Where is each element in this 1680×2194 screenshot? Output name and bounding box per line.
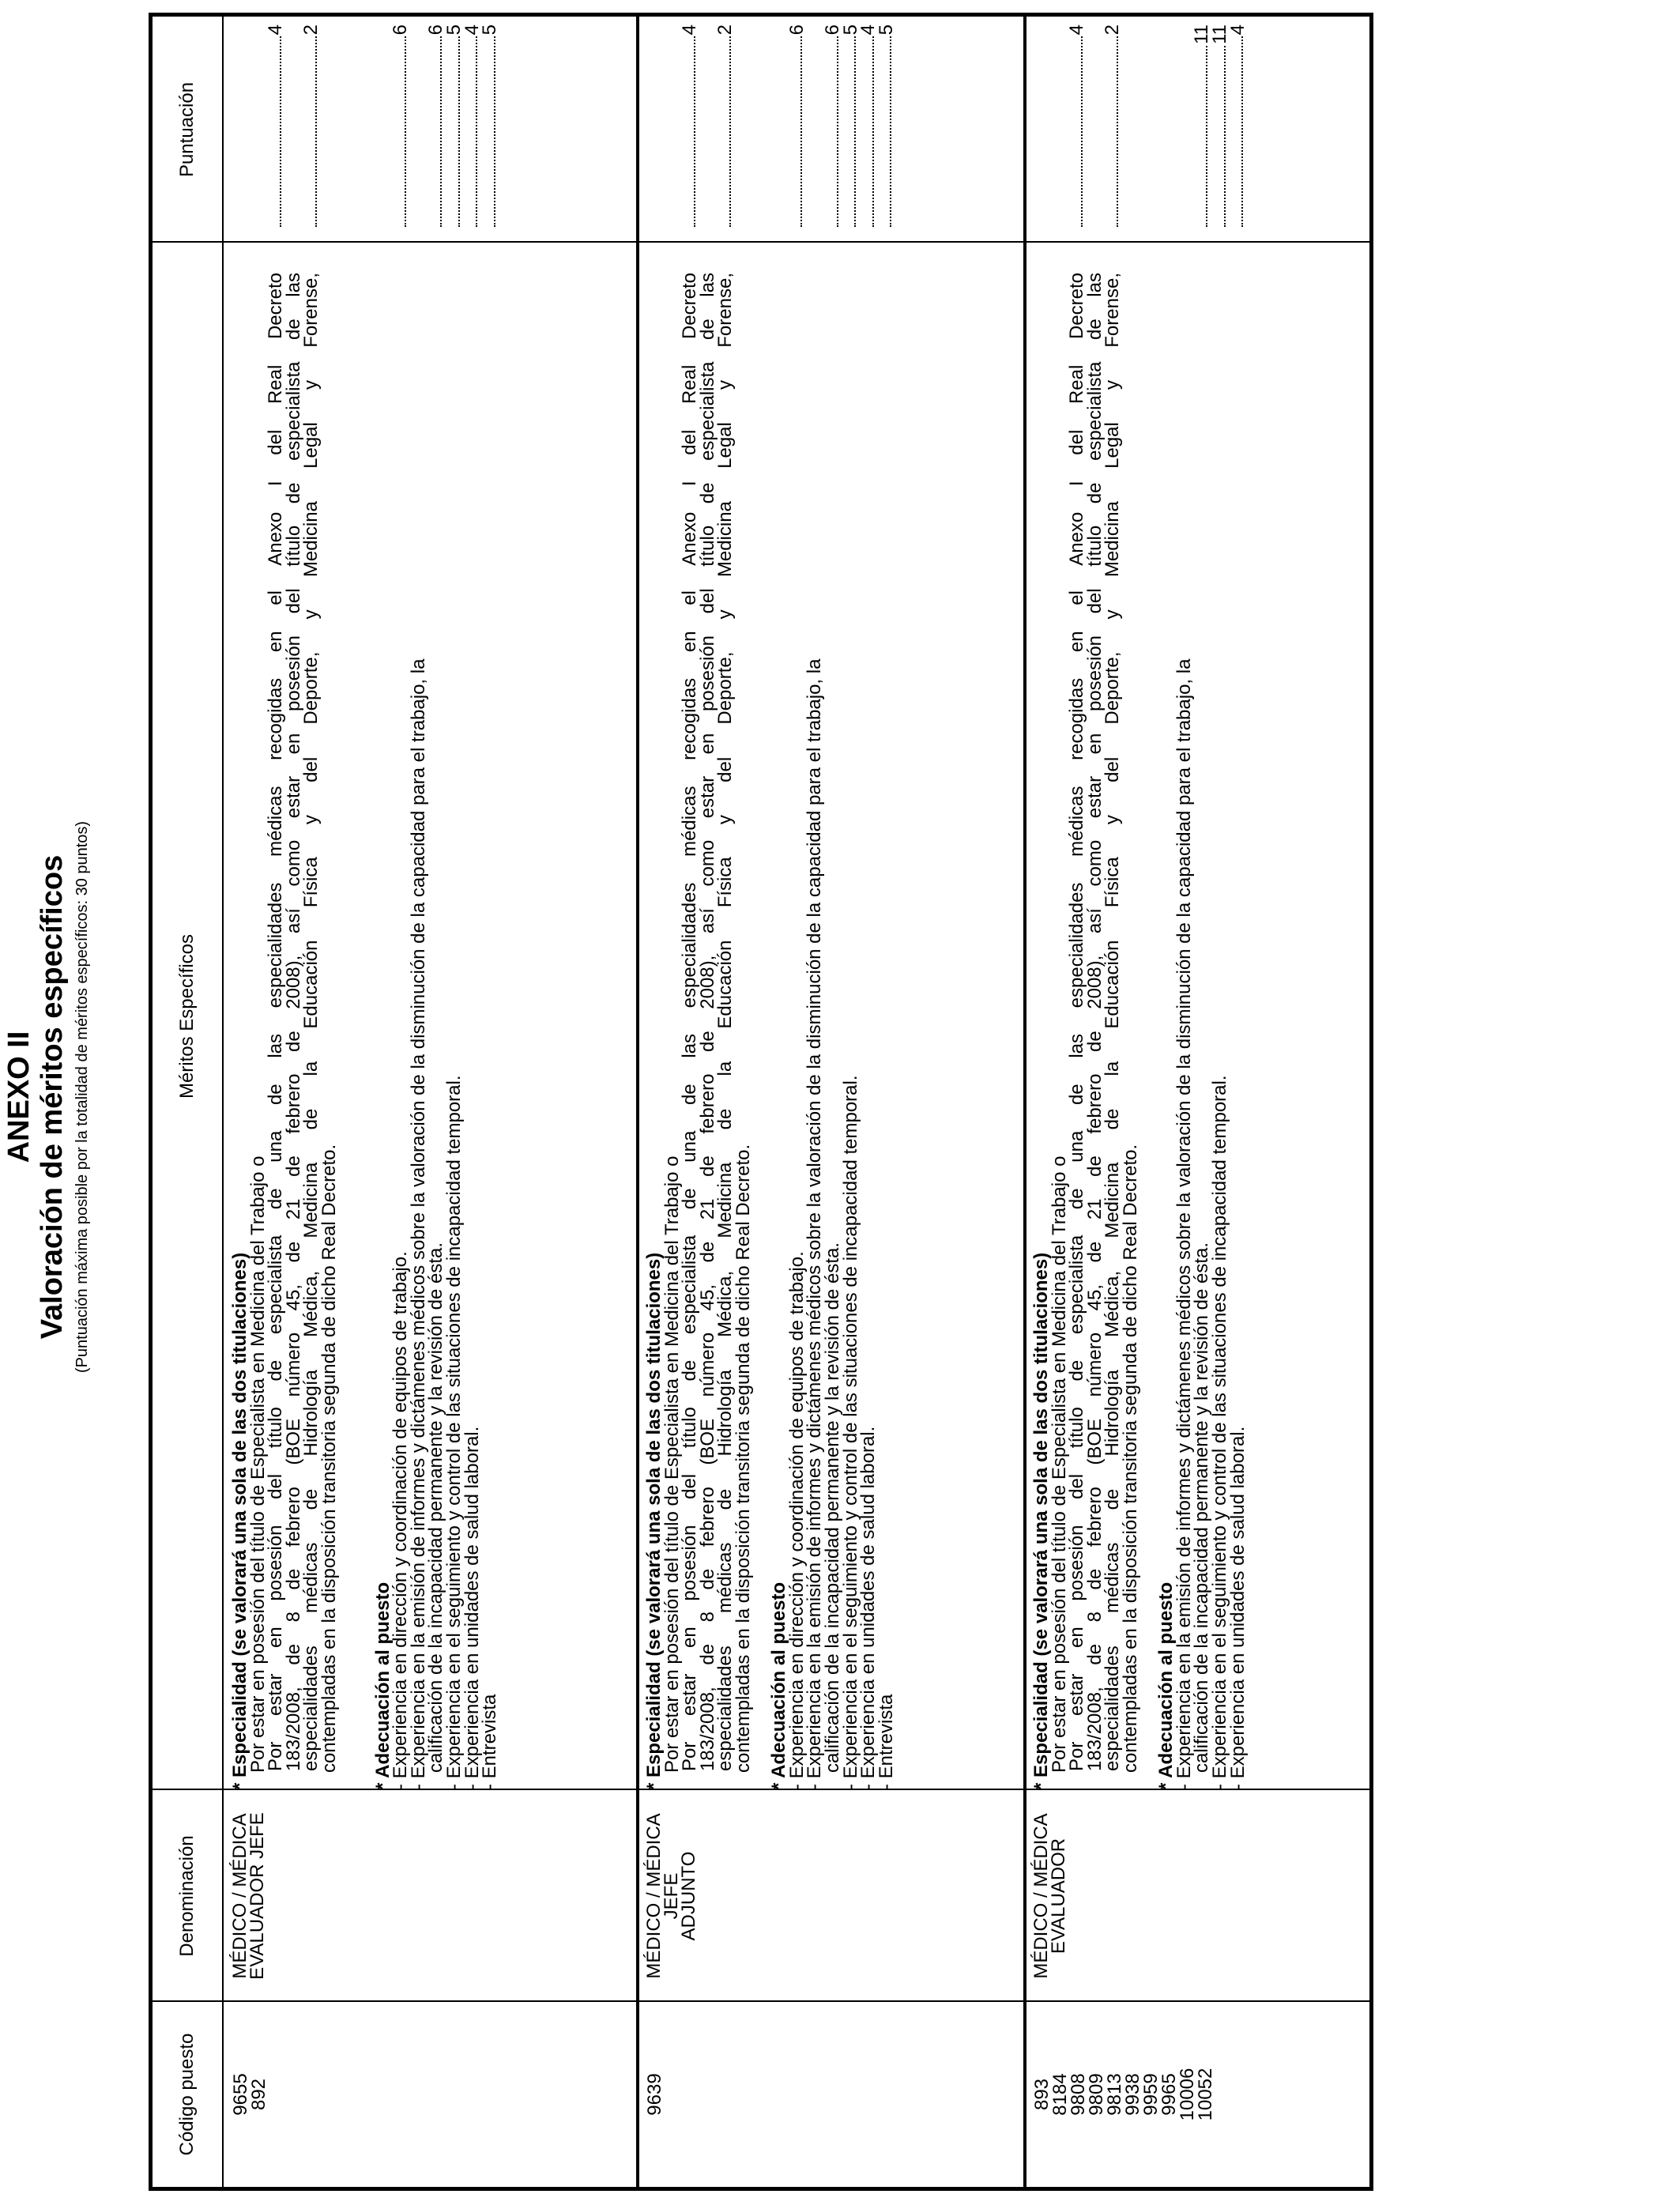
dot-leader bbox=[493, 36, 495, 227]
adecuacion-heading: * Adecuación al puesto bbox=[768, 1581, 790, 1790]
dot-leader bbox=[475, 36, 477, 227]
blank-line bbox=[339, 17, 375, 243]
position-code: 9813 bbox=[1104, 2073, 1125, 2116]
points-spacer bbox=[1158, 17, 1176, 243]
especialidad-heading: * Especialidad (se valorará una sola de las dos titulaciones) bbox=[643, 1252, 665, 1790]
blank-line bbox=[753, 243, 771, 1790]
header-meritos: Méritos Específicos bbox=[176, 933, 198, 1099]
points-spacer bbox=[806, 17, 824, 243]
merit-item: - Experiencia en el seguimiento y control de las situaciones de incapacidad temporal. bbox=[1208, 1075, 1230, 1790]
points-line bbox=[857, 17, 880, 243]
dot-leader bbox=[439, 36, 442, 227]
points-spacer bbox=[753, 17, 771, 243]
points-spacer bbox=[1176, 17, 1194, 243]
points-value: 11 bbox=[1208, 25, 1230, 44]
denominacion-line: MÉDICO / MÉDICA bbox=[229, 1813, 250, 1979]
points-line bbox=[392, 17, 410, 243]
points-line bbox=[1193, 17, 1211, 243]
cell-codigo bbox=[639, 2002, 1023, 2187]
merit-line: Por estar en posesión del título de Especialista en Medicina del Trabajo o bbox=[247, 1155, 269, 1773]
header-codigo: Código puesto bbox=[176, 2033, 198, 2156]
points-value: 6 bbox=[425, 25, 447, 36]
points-spacer bbox=[410, 17, 428, 243]
merit-item: - Entrevista bbox=[479, 1694, 501, 1790]
dot-leader bbox=[693, 36, 695, 227]
points-spacer bbox=[1087, 17, 1105, 243]
points-value: 4 bbox=[461, 25, 483, 36]
merit-line: Por estar en posesión del título de especialista de una de las especialidades médicas recogidas en el Anexo I del Real Decreto bbox=[679, 273, 701, 1771]
merit-item: - Experiencia en el seguimiento y control de las situaciones de incapacidad temporal. bbox=[839, 1075, 861, 1790]
points-line bbox=[300, 17, 322, 243]
merit-item: - Experiencia en el seguimiento y control de las situaciones de incapacidad temporal. bbox=[443, 1075, 465, 1790]
merit-line: contempladas en la disposición transitoria segunda de dicho Real Decreto. bbox=[1119, 1144, 1141, 1773]
merit-line: especialidades médicas de Hidrología Médica, Medicina de la Educación Física y del Deporte, y Medicina Legal y Forense, bbox=[1102, 273, 1124, 1771]
cell-meritos bbox=[639, 243, 1023, 1790]
denominacion-line: MÉDICO / MÉDICA bbox=[1030, 1813, 1052, 1979]
points-value: 2 bbox=[1102, 25, 1124, 36]
points-line bbox=[785, 17, 808, 243]
points-spacer bbox=[699, 17, 718, 243]
annex-note: (Puntuación máxima posible por la totalidad de méritos específicos: 30 puntos) bbox=[73, 820, 91, 1374]
position-code: 9965 bbox=[1158, 2073, 1180, 2116]
merit-line: 183/2008, de 8 de febrero (BOE número 45, de 21 de febrero de 2008), así como estar en posesión del título de especialista de las bbox=[1083, 273, 1106, 1771]
points-line bbox=[481, 17, 499, 243]
cell-puntuacion bbox=[225, 17, 636, 243]
points-value: 2 bbox=[300, 25, 322, 36]
dot-leader bbox=[315, 36, 317, 227]
merit-item: - Experiencia en unidades de salud laboral. bbox=[857, 1426, 880, 1790]
dot-leader bbox=[1241, 36, 1243, 227]
points-value: 5 bbox=[479, 25, 501, 36]
annex-title: ANEXO II bbox=[2, 1031, 36, 1163]
merit-item: - Experiencia en dirección y coordinación de equipos de trabajo. bbox=[390, 1251, 412, 1790]
header-puntuacion: Puntuación bbox=[176, 81, 198, 178]
points-line bbox=[681, 17, 699, 243]
position-code: 9809 bbox=[1086, 2073, 1107, 2116]
points-spacer bbox=[1140, 17, 1158, 243]
dot-leader bbox=[889, 36, 891, 227]
dot-leader bbox=[1205, 46, 1207, 227]
merit-item: - Experiencia en unidades de salud laboral. bbox=[461, 1426, 483, 1790]
dot-leader bbox=[404, 36, 406, 227]
denominacion-line: EVALUADOR JEFE bbox=[247, 1812, 268, 1980]
position-code: 9959 bbox=[1140, 2073, 1162, 2116]
points-line bbox=[821, 17, 843, 243]
merit-item: - Experiencia en la emisión de informes y dictámenes médicos sobre la valoración de la disminución de la capacidad para el trabajo, la bbox=[1173, 658, 1195, 1790]
merits-table bbox=[149, 13, 1373, 2191]
cell-codigo bbox=[225, 2002, 636, 2187]
points-value: 11 bbox=[1191, 25, 1213, 44]
points-spacer bbox=[285, 17, 303, 243]
points-value: 5 bbox=[443, 25, 465, 36]
cell-meritos bbox=[225, 243, 636, 1790]
points-value: 4 bbox=[265, 25, 287, 36]
points-spacer bbox=[321, 17, 339, 243]
annex-subtitle: Valoración de méritos específicos bbox=[36, 854, 69, 1340]
merit-item: - Experiencia en dirección y coordinación de equipos de trabajo. bbox=[785, 1251, 808, 1790]
position-code: 892 bbox=[248, 2078, 269, 2111]
merit-line: Por estar en posesión del título de especialista de una de las especialidades médicas recogidas en el Anexo I del Real Decreto bbox=[1066, 273, 1088, 1771]
points-line bbox=[839, 17, 861, 243]
especialidad-heading: * Especialidad (se valorará una sola de las dos titulaciones) bbox=[229, 1252, 250, 1790]
table-row bbox=[225, 17, 636, 2187]
points-spacer bbox=[375, 17, 393, 243]
dot-leader bbox=[872, 36, 874, 227]
merit-line: Por estar en posesión del título de especialista de una de las especialidades médicas recogidas en el Anexo I del Real Decreto bbox=[265, 273, 287, 1771]
cell-codigo bbox=[1026, 2002, 1374, 2187]
dot-leader bbox=[853, 36, 856, 227]
points-value: 6 bbox=[390, 25, 412, 36]
adecuacion-heading: * Adecuación al puesto bbox=[1155, 1581, 1177, 1790]
merit-item-cont: calificación de la incapacidad permanente y la revisión de ésta. bbox=[821, 1242, 843, 1773]
table-row bbox=[639, 17, 1023, 2187]
points-line bbox=[875, 17, 897, 243]
points-line bbox=[461, 17, 483, 243]
denominacion-line: EVALUADOR bbox=[1048, 1838, 1069, 1955]
merit-item: - Experiencia en unidades de salud laboral. bbox=[1226, 1426, 1249, 1790]
points-spacer bbox=[770, 17, 789, 243]
cell-denominacion bbox=[1026, 1790, 1374, 2002]
points-value: 4 bbox=[1066, 25, 1088, 36]
points-value: 4 bbox=[679, 25, 701, 36]
position-code: 10052 bbox=[1195, 2068, 1216, 2121]
merit-line: 183/2008, de 8 de febrero (BOE número 45, de 21 de febrero de 2008), así como estar en posesión del título de especialista de las bbox=[282, 273, 304, 1771]
dot-leader bbox=[1223, 46, 1226, 227]
position-code: 10006 bbox=[1177, 2068, 1198, 2121]
merit-item: - Experiencia en la emisión de informes y dictámenes médicos sobre la valoración de la disminución de la capacidad para el trabajo, la bbox=[804, 658, 826, 1790]
denominacion-line: ADJUNTO bbox=[678, 1851, 699, 1941]
position-code: 9639 bbox=[644, 2073, 665, 2116]
merit-item: - Entrevista bbox=[875, 1694, 897, 1790]
merit-line: especialidades médicas de Hidrología Médica, Medicina de la Educación Física y del Deporte, y Medicina Legal y Forense, bbox=[714, 273, 736, 1771]
points-line bbox=[1104, 17, 1122, 243]
points-line bbox=[425, 17, 447, 243]
points-value: 5 bbox=[839, 25, 861, 36]
points-line bbox=[1208, 17, 1230, 243]
table-row bbox=[1026, 17, 1374, 2187]
cell-meritos bbox=[1026, 243, 1374, 1790]
especialidad-heading: * Especialidad (se valorará una sola de las dos titulaciones) bbox=[1030, 1252, 1052, 1790]
merit-line: especialidades médicas de Hidrología Médica, Medicina de la Educación Física y del Deporte, y Medicina Legal y Forense, bbox=[300, 273, 322, 1771]
merit-item-cont: calificación de la incapacidad permanente y la revisión de ésta. bbox=[1191, 1242, 1213, 1773]
cell-puntuacion bbox=[639, 17, 1023, 243]
points-spacer bbox=[1033, 17, 1051, 243]
cell-denominacion bbox=[639, 1790, 1023, 2002]
adecuacion-heading: * Adecuación al puesto bbox=[371, 1581, 394, 1790]
points-spacer bbox=[1051, 17, 1069, 243]
header-divider bbox=[222, 17, 224, 2187]
points-line bbox=[1226, 17, 1249, 243]
position-code: 9655 bbox=[230, 2073, 251, 2116]
points-value: 4 bbox=[1226, 25, 1249, 36]
points-value: 6 bbox=[821, 25, 843, 36]
merit-line: 183/2008, de 8 de febrero (BOE número 45, de 21 de febrero de 2008), así como estar en posesión del título de especialista de las bbox=[696, 273, 718, 1771]
position-code: 8184 bbox=[1049, 2073, 1071, 2116]
points-spacer bbox=[735, 17, 753, 243]
points-spacer bbox=[646, 17, 664, 243]
points-line bbox=[714, 17, 736, 243]
points-spacer bbox=[250, 17, 268, 243]
position-code: 9938 bbox=[1122, 2073, 1143, 2116]
dot-leader bbox=[1116, 36, 1118, 227]
merit-line: contempladas en la disposición transitoria segunda de dicho Real Decreto. bbox=[318, 1144, 340, 1773]
dot-leader bbox=[729, 36, 731, 227]
points-value: 5 bbox=[875, 25, 897, 36]
dot-leader bbox=[800, 36, 802, 227]
points-spacer bbox=[232, 17, 250, 243]
points-line bbox=[267, 17, 285, 243]
points-spacer bbox=[1122, 17, 1140, 243]
merit-line: Por estar en posesión del título de Especialista en Medicina del Trabajo o bbox=[661, 1155, 683, 1773]
dot-leader bbox=[836, 36, 838, 227]
points-value: 2 bbox=[714, 25, 736, 36]
points-value: 6 bbox=[785, 25, 808, 36]
cell-denominacion bbox=[225, 1790, 636, 2002]
position-code: 9808 bbox=[1068, 2073, 1089, 2116]
blank-line bbox=[339, 243, 375, 1790]
points-line bbox=[443, 17, 465, 243]
blank-line bbox=[1140, 243, 1158, 1790]
position-code: 893 bbox=[1031, 2078, 1053, 2111]
points-spacer bbox=[664, 17, 682, 243]
merit-line: Por estar en posesión del título de Especialista en Medicina del Trabajo o bbox=[1048, 1155, 1070, 1773]
header-denominacion: Denominación bbox=[176, 1835, 198, 1957]
merit-item-cont: calificación de la incapacidad permanente y la revisión de ésta. bbox=[425, 1242, 447, 1773]
points-value: 4 bbox=[857, 25, 880, 36]
cell-puntuacion bbox=[1026, 17, 1374, 243]
dot-leader bbox=[1080, 36, 1083, 227]
dot-leader bbox=[458, 36, 460, 227]
denominacion-line: MÉDICO / MÉDICA JEFE bbox=[643, 1813, 682, 1979]
dot-leader bbox=[279, 36, 281, 227]
merit-line: contempladas en la disposición transitoria segunda de dicho Real Decreto. bbox=[732, 1144, 754, 1773]
merit-item: - Experiencia en la emisión de informes y dictámenes médicos sobre la valoración de la disminución de la capacidad para el trabajo, la bbox=[407, 658, 429, 1790]
points-line bbox=[1068, 17, 1087, 243]
